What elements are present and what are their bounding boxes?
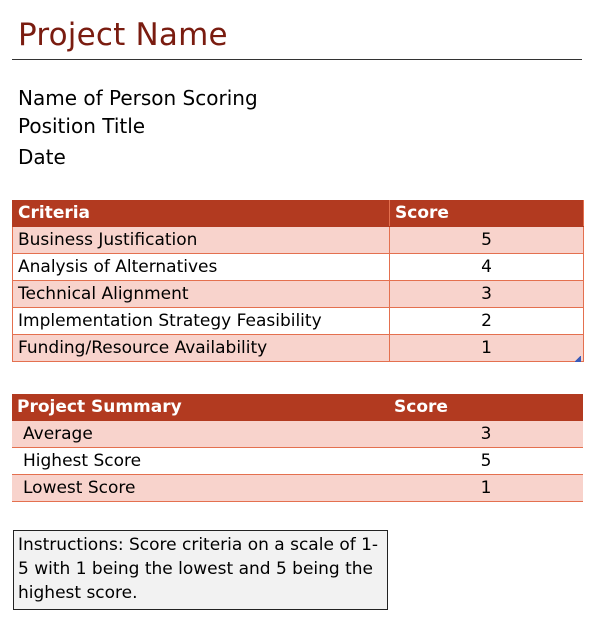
- summary-score-cell[interactable]: 5: [389, 448, 583, 475]
- summary-score-cell[interactable]: 1: [389, 475, 583, 502]
- table-row: [13, 254, 584, 281]
- table-row: [13, 281, 584, 308]
- criteria-header-row: [13, 200, 584, 227]
- criteria-cell[interactable]: Technical Alignment: [13, 281, 390, 308]
- score-column-header: Score: [390, 200, 584, 227]
- summary-label-cell: Highest Score: [12, 448, 389, 475]
- title-divider: [12, 59, 582, 60]
- date-field[interactable]: Date: [18, 145, 66, 169]
- summary-score-column-header: Score: [389, 394, 583, 421]
- table-resize-handle[interactable]: [575, 356, 581, 362]
- score-cell[interactable]: 4: [390, 254, 584, 281]
- person-scoring-field[interactable]: Name of Person Scoring: [18, 86, 258, 110]
- page-title: Project Name: [18, 17, 228, 53]
- score-cell[interactable]: 1: [390, 335, 584, 362]
- criteria-cell[interactable]: Analysis of Alternatives: [13, 254, 390, 281]
- summary-score-cell[interactable]: 3: [389, 421, 583, 448]
- criteria-column-header: Criteria: [13, 200, 390, 227]
- score-cell[interactable]: 3: [390, 281, 584, 308]
- table-row: [13, 227, 584, 254]
- instructions-box: Instructions: Score criteria on a scale of 1-5 with 1 being the lowest and 5 being the highest score.: [13, 530, 388, 610]
- project-summary-table: [12, 394, 583, 502]
- criteria-cell[interactable]: Implementation Strategy Feasibility: [13, 308, 390, 335]
- criteria-table: [12, 200, 584, 362]
- summary-label-cell: Lowest Score: [12, 475, 389, 502]
- table-row: [12, 421, 583, 448]
- table-row: [13, 335, 584, 362]
- criteria-cell[interactable]: Business Justification: [13, 227, 390, 254]
- score-cell[interactable]: 5: [390, 227, 584, 254]
- table-row: [12, 475, 583, 502]
- table-row: [12, 448, 583, 475]
- summary-column-header: Project Summary: [12, 394, 389, 421]
- position-title-field[interactable]: Position Title: [18, 114, 146, 138]
- score-cell[interactable]: 2: [390, 308, 584, 335]
- summary-label-cell: Average: [12, 421, 389, 448]
- criteria-cell[interactable]: Funding/Resource Availability: [13, 335, 390, 362]
- summary-header-row: [12, 394, 583, 421]
- table-row: [13, 308, 584, 335]
